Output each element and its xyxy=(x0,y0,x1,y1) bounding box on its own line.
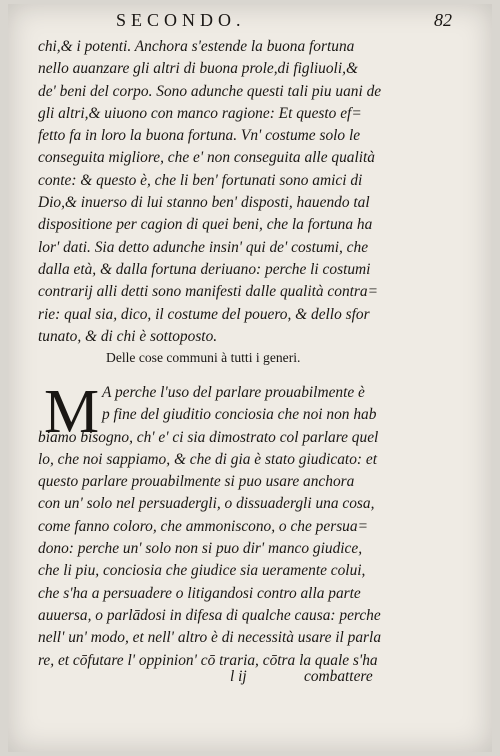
text-line: fetto fa in loro la buona fortuna. Vn' costume solo le xyxy=(38,127,361,145)
text-line: dono: perche un' solo non si puo dir' manco giudice, xyxy=(38,540,363,558)
text-line: che li piu, conciosia che giudice sia ueramente colui, xyxy=(38,562,366,580)
text-line: A perche l'uso del parlare prouabilmente è xyxy=(102,384,365,401)
page-footer xyxy=(8,668,492,692)
text-line: Dio,& inuerso di lui stanno ben' disposti, hauendo tal xyxy=(38,194,370,212)
text-line: rie: qual sia, dico, il costume del pouero, & dello sfor xyxy=(38,305,370,323)
text-line: che s'ha a persuadere o litigandosi contro alla parte xyxy=(38,584,361,602)
text-line: re, et cōfutare l' oppinion' cō traria, cōtra la quale s'ha xyxy=(38,651,378,669)
text-line: con un' solo nel persuadergli, o dissuadergli una cosa, xyxy=(38,495,375,513)
text-line: auuersa, o parlādosi in difesa di qualche causa: perche xyxy=(38,606,381,624)
page-header xyxy=(8,10,492,34)
text-line: de' beni del corpo. Sono adunche questi tali piu uani de xyxy=(38,82,382,100)
drop-capital: M xyxy=(44,378,100,446)
section-heading: Delle cose communi à tutti i generi. xyxy=(106,350,301,365)
text-line: questo parlare prouabilmente si puo usare anchora xyxy=(38,473,355,491)
text-line: dispositione per cagion di quei beni, che la fortuna ha xyxy=(38,216,373,234)
text-line: contrarij alli detti sono manifesti dalle qualità contra= xyxy=(38,283,378,301)
text-line: biamo bisogno, ch' e' ci sia dimostrato col parlare quel xyxy=(38,428,379,446)
text-line: come fanno coloro, che ammoniscono, o che persua= xyxy=(38,517,368,535)
text-line: chi,& i potenti. Anchora s'estende la buona fortuna xyxy=(38,38,355,55)
text-line: gli altri,& uiuono con manco ragione: Et questo ef= xyxy=(38,104,362,122)
text-line: lor' dati. Sia detto adunche insin' qui de' costumi, che xyxy=(38,238,369,256)
text-line: nell' un' modo, et nell' altro è di necessità usare il parla xyxy=(38,629,382,647)
signature-mark: l ij xyxy=(230,668,247,685)
text-line: p fine del giuditio conciosia che noi non hab xyxy=(102,406,377,424)
book-page xyxy=(8,4,492,752)
text-line: nello auanzare gli altri di buona prole,di figliuoli,& xyxy=(38,60,358,78)
paragraph-costumi xyxy=(38,36,478,348)
running-head: SECONDO. xyxy=(116,10,246,30)
text-line: conseguita migliore, che e' non conseguita alle qualità xyxy=(38,149,375,167)
text-line: dalla età, & dalla fortuna deriuano: perche li costumi xyxy=(38,260,371,278)
text-line: tunato, & di chi è sottoposto. xyxy=(38,327,218,345)
text-line: conte: & questo è, che li ben' fortunati sono amici di xyxy=(38,171,363,189)
catchword: combattere xyxy=(304,668,373,685)
text-line: lo, che noi sappiamo, & che di gia è stato giudicato: et xyxy=(38,450,377,468)
paragraph-cose-communi xyxy=(38,378,478,672)
page-number: 82 xyxy=(434,10,452,30)
